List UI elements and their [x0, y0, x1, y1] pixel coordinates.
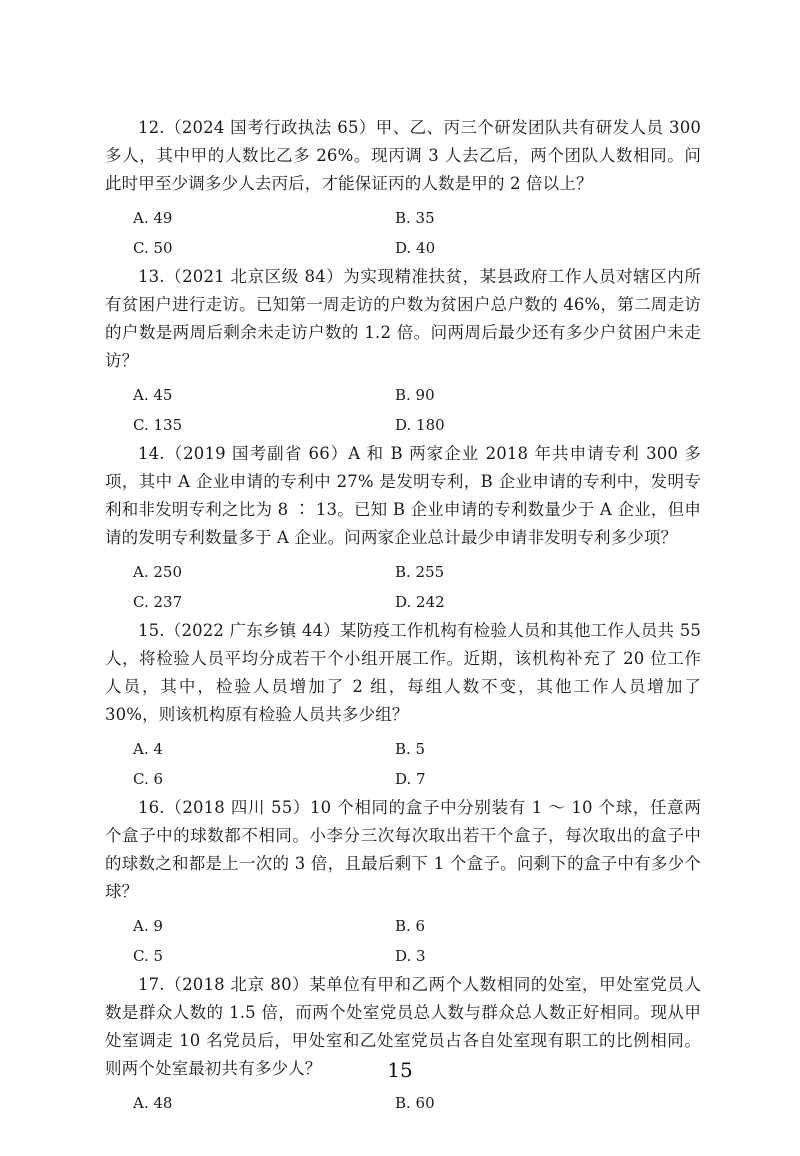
option-c: C. 6: [133, 770, 164, 788]
question-16-text: 16.（2018 四川 55）10 个相同的盒子中分别装有 1 ～ 10 个球，任意两个盒子中的球数都不相同。小李分三次每次取出若干个盒子，每次取出的盒子中的球数之和都是上一次的 3 倍，且最后剩下 1 个盒子。问剩下的盒子中有多少个球？: [105, 798, 701, 901]
question-17-options: [105, 1088, 701, 1118]
option-a: A. 49: [133, 209, 173, 227]
question-16-options-row2: [105, 941, 701, 971]
question-13-options: [105, 380, 701, 410]
option-b: B. 35: [395, 209, 435, 227]
option-b: B. 5: [395, 740, 426, 758]
option-b: B. 60: [395, 1094, 435, 1112]
option-c: C. 135: [133, 416, 183, 434]
page-number: 15: [387, 1058, 413, 1082]
question-15-options-row2: [105, 764, 701, 794]
option-d: D. 7: [395, 770, 426, 788]
question-14-options: [105, 557, 701, 587]
question-16-options: [105, 911, 701, 941]
option-b: B. 6: [395, 917, 426, 935]
question-12-options: [105, 203, 701, 233]
question-list: [105, 114, 701, 1118]
option-a: A. 4: [133, 740, 163, 758]
question-12-options-row2: [105, 233, 701, 263]
option-b: B. 90: [395, 386, 435, 404]
option-a: A. 45: [133, 386, 173, 404]
option-d: D. 40: [395, 239, 436, 257]
option-c: C. 50: [133, 239, 173, 257]
option-d: D. 3: [395, 947, 426, 965]
question-14-options-row2: [105, 587, 701, 617]
option-d: D. 242: [395, 593, 445, 611]
question-15-options: [105, 734, 701, 764]
question-14-text: 14.（2019 国考副省 66）A 和 B 两家企业 2018 年共申请专利 300 多项，其中 A 企业申请的专利中 27% 是发明专利，B 企业申请的专利中，发明专利和非发明专利之比为 8 ∶ 13。已知 B 企业申请的专利数量少于 A 企业，但申请的发明专利数量多于 A 企业。问两家企业总计最少申请非发明专利多少项？: [105, 444, 701, 547]
option-c: C. 237: [133, 593, 183, 611]
option-c: C. 5: [133, 947, 164, 965]
question-12-text: 12.（2024 国考行政执法 65）甲、乙、丙三个研发团队共有研发人员 300 多人，其中甲的人数比乙多 26%。现丙调 3 人去乙后，两个团队人数相同。问此时甲至少调多少人去丙后，才能保证丙的人数是甲的 2 倍以上？: [105, 118, 701, 193]
question-17-text: 17.（2018 北京 80）某单位有甲和乙两个人数相同的处室，甲处室党员人数是群众人数的 1.5 倍，而两个处室党员总人数与群众总人数正好相同。现从甲处室调走 10 名党员后，甲处室和乙处室党员占各自处室现有职工的比例相同。则两个处室最初共有多少人？: [105, 975, 701, 1078]
option-d: D. 180: [395, 416, 445, 434]
question-15-text: 15.（2022 广东乡镇 44）某防疫工作机构有检验人员和其他工作人员共 55 人，将检验人员平均分成若干个小组开展工作。近期，该机构补充了 20 位工作人员，其中，检验人员增加了 2 组，每组人数不变，其他工作人员增加了 30%，则该机构原有检验人员共多少组？: [105, 621, 701, 724]
question-13-text: 13.（2021 北京区级 84）为实现精准扶贫，某县政府工作人员对辖区内所有贫困户进行走访。已知第一周走访的户数为贫困户总户数的 46%，第二周走访的户数是两周后剩余未走访户数的 1.2 倍。问两周后最少还有多少户贫困户未走访？: [105, 267, 701, 370]
option-a: A. 48: [133, 1094, 173, 1112]
option-a: A. 250: [133, 563, 182, 581]
question-13-options-row2: [105, 410, 701, 440]
option-b: B. 255: [395, 563, 445, 581]
option-a: A. 9: [133, 917, 163, 935]
